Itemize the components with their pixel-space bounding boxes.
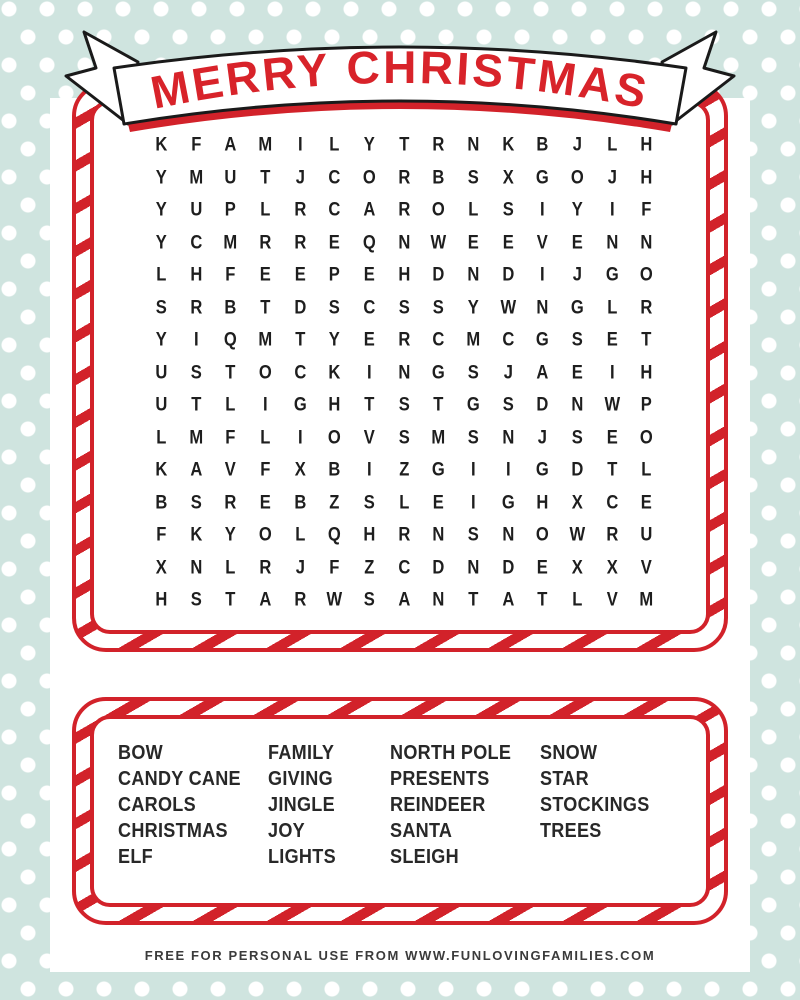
grid-letter: Y [225, 523, 237, 545]
grid-letter: H [536, 490, 549, 513]
grid-letter: U [155, 393, 168, 415]
word-item: SNOW [540, 742, 598, 765]
word-list [118, 741, 696, 871]
grid-letter: F [225, 425, 236, 448]
grid-letter: R [259, 230, 272, 253]
word-item: ELF [118, 846, 153, 869]
grid-letter: J [538, 425, 548, 448]
grid-letter: Y [363, 132, 375, 155]
grid-letter: U [190, 197, 202, 220]
grid-letter: E [502, 230, 514, 253]
grid-letter: N [432, 523, 445, 545]
grid-letter: N [398, 230, 410, 253]
grid-letter: N [467, 555, 480, 578]
grid-letter: S [467, 425, 479, 448]
puzzle-candy-border [72, 82, 728, 652]
grid-letter: K [190, 523, 202, 545]
grid-letter: A [363, 197, 376, 220]
grid-letter: Y [155, 197, 167, 220]
grid-letter: I [609, 360, 615, 383]
grid-letter: A [502, 588, 514, 610]
grid-letter: W [326, 588, 343, 610]
grid-letter: F [156, 523, 167, 545]
grid-letter: M [258, 328, 273, 350]
grid-letter: L [641, 458, 652, 480]
grid-letter: W [500, 295, 516, 318]
word-item: PRESENTS [390, 768, 490, 791]
grid-letter: N [606, 230, 618, 253]
grid-letter: R [398, 165, 410, 188]
grid-letter: I [540, 197, 545, 220]
grid-letter: X [571, 555, 583, 578]
grid-letter: B [328, 458, 341, 480]
grid-letter: S [398, 393, 410, 415]
grid-letter: R [606, 523, 618, 545]
grid-letter: V [363, 425, 375, 448]
grid-letter: T [260, 165, 271, 188]
grid-letter: O [640, 425, 654, 448]
grid-letter: L [572, 588, 583, 610]
grid-letter: V [537, 230, 549, 253]
grid-letter: K [328, 360, 341, 383]
grid-letter: R [398, 197, 410, 220]
grid-letter: G [501, 490, 515, 513]
grid-letter: I [505, 458, 511, 480]
grid-letter: K [155, 458, 168, 480]
grid-letter: D [571, 458, 584, 480]
grid-letter: L [225, 555, 236, 578]
banner [46, 16, 754, 144]
grid-letter: B [294, 490, 306, 513]
grid-letter: D [294, 295, 306, 318]
word-item: TREES [540, 820, 602, 843]
grid-letter: T [364, 393, 375, 415]
grid-letter: G [605, 263, 619, 285]
grid-letter: C [398, 555, 410, 578]
grid-letter: L [294, 523, 306, 545]
grid-letter: V [225, 458, 237, 480]
word-item: SLEIGH [390, 846, 459, 869]
word-item: BOW [118, 742, 163, 765]
word-item: CHRISTMAS [118, 820, 228, 843]
word-item: STAR [540, 768, 589, 791]
word-item: FAMILY [268, 742, 335, 765]
grid-letter: T [225, 588, 236, 610]
grid-letter: E [571, 230, 583, 253]
grid-letter: X [606, 555, 618, 578]
grid-letter: N [502, 523, 514, 545]
grid-letter: Y [571, 197, 583, 220]
grid-letter: Y [155, 165, 167, 188]
banner-ribbon-graphic [46, 16, 754, 144]
grid-letter: F [260, 458, 271, 480]
grid-letter: C [432, 328, 445, 350]
grid-letter: V [606, 588, 618, 610]
grid-letter: G [432, 360, 446, 383]
word-item: GIVING [268, 768, 333, 791]
grid-letter: S [190, 588, 202, 610]
grid-letter: S [155, 295, 167, 318]
word-item: JINGLE [268, 794, 335, 817]
grid-letter: E [329, 230, 341, 253]
grid-letter: B [224, 295, 237, 318]
grid-letter: I [471, 490, 476, 513]
grid-letter: T [606, 458, 618, 480]
grid-letter: S [363, 490, 375, 513]
grid-letter: N [502, 425, 514, 448]
grid-letter: A [190, 458, 202, 480]
grid-letter: H [328, 393, 341, 415]
grid-letter: D [502, 263, 514, 285]
grid-letter: R [294, 197, 306, 220]
grid-letter: R [294, 230, 306, 253]
word-list-column [268, 741, 390, 871]
grid-letter: T [537, 588, 548, 610]
grid-letter: Q [328, 523, 342, 545]
grid-letter: H [190, 263, 202, 285]
grid-letter: E [606, 328, 618, 350]
grid-letter: E [641, 490, 653, 513]
grid-letter: A [224, 132, 237, 155]
grid-letter: N [467, 263, 480, 285]
word-list-inner-panel [90, 715, 710, 907]
grid-letter: I [263, 393, 268, 415]
grid-letter: G [570, 295, 584, 318]
grid-letter: W [604, 393, 620, 415]
grid-letter: S [502, 197, 514, 220]
grid-letter: E [294, 263, 306, 285]
word-list-column [118, 741, 268, 871]
grid-letter: X [294, 458, 306, 480]
grid-letter: A [259, 588, 272, 610]
grid-letter: E [259, 263, 271, 285]
grid-letter: G [293, 393, 307, 415]
grid-letter: F [329, 555, 340, 578]
grid-letter: Z [329, 490, 340, 513]
grid-letter: S [433, 295, 445, 318]
grid-letter: O [258, 523, 272, 545]
grid-letter: I [540, 263, 545, 285]
grid-letter: L [260, 197, 271, 220]
grid-letter: S [190, 360, 202, 383]
grid-letter: E [537, 555, 549, 578]
grid-letter: G [536, 328, 550, 350]
grid-letter: X [571, 490, 583, 513]
grid-letter: M [189, 165, 203, 188]
grid-letter: G [536, 458, 550, 480]
grid-letter: D [536, 393, 549, 415]
grid-letter: P [329, 263, 341, 285]
grid-letter: X [502, 165, 514, 188]
grid-letter: A [398, 588, 410, 610]
grid-letter: Y [155, 328, 167, 350]
banner-title: MERRY CHRISTMAS [146, 40, 654, 119]
grid-letter: N [432, 588, 445, 610]
grid-letter: P [225, 197, 237, 220]
grid-letter: E [467, 230, 479, 253]
grid-letter: T [468, 588, 479, 610]
grid-letter: C [363, 295, 376, 318]
grid-letter: T [398, 132, 410, 155]
grid-letter: U [224, 165, 237, 188]
grid-letter: L [225, 393, 236, 415]
grid-letter: I [193, 328, 199, 350]
grid-letter: L [468, 197, 479, 220]
grid-letter: D [432, 263, 445, 285]
grid-letter: H [640, 360, 653, 383]
grid-letter: E [363, 263, 375, 285]
grid-letter: S [398, 295, 410, 318]
grid-letter: S [363, 588, 375, 610]
grid-letter: J [295, 555, 305, 578]
grid-letter: J [607, 165, 617, 188]
word-item: LIGHTS [268, 846, 336, 869]
grid-letter: E [606, 425, 618, 448]
grid-letter: S [398, 425, 410, 448]
word-item: SANTA [390, 820, 453, 843]
grid-letter: O [362, 165, 376, 188]
grid-letter: C [502, 328, 514, 350]
grid-letter: I [297, 425, 303, 448]
grid-letter: E [363, 328, 375, 350]
grid-letter: N [640, 230, 653, 253]
grid-letter: G [536, 165, 550, 188]
grid-letter: Y [467, 295, 479, 318]
grid-letter: K [155, 132, 168, 155]
grid-letter: U [640, 523, 653, 545]
word-item: CANDY CANE [118, 768, 241, 791]
grid-letter: S [571, 328, 583, 350]
grid-letter: Y [329, 328, 341, 350]
grid-letter: T [433, 393, 444, 415]
grid-letter: R [398, 523, 410, 545]
grid-letter: R [259, 555, 272, 578]
grid-letter: S [467, 360, 479, 383]
grid-letter: O [536, 523, 550, 545]
grid-letter: W [569, 523, 586, 545]
grid-letter: F [225, 263, 236, 285]
grid-letter: O [432, 197, 446, 220]
grid-letter: Q [362, 230, 376, 253]
word-item: CAROLS [118, 794, 196, 817]
grid-letter: P [641, 393, 653, 415]
grid-letter: L [329, 132, 340, 155]
grid-letter: S [190, 490, 202, 513]
grid-letter: I [367, 360, 372, 383]
word-list-candy-border [72, 697, 728, 925]
word-item: NORTH POLE [390, 742, 512, 765]
grid-letter: X [155, 555, 167, 578]
grid-letter: M [466, 328, 481, 350]
grid-letter: S [329, 295, 341, 318]
grid-letter: R [432, 132, 445, 155]
grid-letter: J [572, 263, 582, 285]
grid-letter: T [641, 328, 652, 350]
grid-letter: V [641, 555, 653, 578]
grid-letter: R [224, 490, 237, 513]
grid-letter: M [431, 425, 446, 448]
grid-letter: T [225, 360, 236, 383]
puzzle-inner-panel [90, 100, 710, 634]
grid-letter: C [190, 230, 202, 253]
grid-letter: E [571, 360, 583, 383]
grid-letter: W [430, 230, 447, 253]
grid-letter: C [294, 360, 306, 383]
grid-letter: N [467, 132, 480, 155]
grid-letter: O [570, 165, 584, 188]
grid-letter: H [363, 523, 376, 545]
grid-letter: H [155, 588, 168, 610]
grid-letter: S [571, 425, 583, 448]
grid-letter: J [572, 132, 582, 155]
grid-letter: L [260, 425, 271, 448]
grid-letter: Q [224, 328, 238, 350]
grid-letter: T [294, 328, 306, 350]
grid-letter: B [155, 490, 168, 513]
grid-letter: M [189, 425, 203, 448]
grid-letter: E [259, 490, 271, 513]
grid-letter: T [190, 393, 202, 415]
grid-letter: R [190, 295, 202, 318]
grid-letter: N [536, 295, 549, 318]
grid-letter: Y [155, 230, 167, 253]
grid-letter: N [398, 360, 410, 383]
grid-letter: M [258, 132, 273, 155]
grid-letter: U [155, 360, 168, 383]
grid-letter: H [640, 132, 653, 155]
grid-letter: K [502, 132, 514, 155]
grid-letter: L [606, 295, 618, 318]
word-search-grid [144, 128, 664, 616]
grid-letter: F [641, 197, 652, 220]
grid-letter: Z [398, 458, 410, 480]
grid-letter: J [503, 360, 513, 383]
grid-letter: B [432, 165, 445, 188]
grid-letter: S [467, 523, 479, 545]
grid-letter: L [398, 490, 410, 513]
grid-letter: L [606, 132, 618, 155]
grid-letter: I [471, 458, 476, 480]
grid-letter: N [190, 555, 202, 578]
grid-letter: O [640, 263, 654, 285]
grid-letter: G [432, 458, 446, 480]
grid-letter: C [606, 490, 618, 513]
grid-letter: N [571, 393, 584, 415]
grid-letter: C [328, 165, 341, 188]
grid-letter: I [609, 197, 615, 220]
grid-letter: R [398, 328, 410, 350]
word-item: JOY [268, 820, 305, 843]
grid-letter: E [433, 490, 445, 513]
grid-letter: O [328, 425, 342, 448]
grid-letter: M [223, 230, 238, 253]
grid-letter: D [502, 555, 514, 578]
grid-letter: S [502, 393, 514, 415]
grid-letter: A [536, 360, 549, 383]
grid-letter: C [328, 197, 341, 220]
grid-letter: M [639, 588, 654, 610]
grid-letter: Z [364, 555, 375, 578]
grid-letter: L [156, 425, 167, 448]
grid-letter: J [295, 165, 305, 188]
grid-letter: I [297, 132, 303, 155]
word-item: REINDEER [390, 794, 486, 817]
grid-letter: L [156, 263, 167, 285]
grid-letter: O [258, 360, 272, 383]
word-list-column [540, 741, 696, 871]
grid-letter: S [467, 165, 479, 188]
grid-letter: H [640, 165, 653, 188]
word-item: STOCKINGS [540, 794, 650, 817]
grid-letter: I [367, 458, 372, 480]
grid-letter: H [398, 263, 410, 285]
grid-letter: R [294, 588, 306, 610]
grid-letter: G [466, 393, 480, 415]
footer-text: FREE FOR PERSONAL USE FROM WWW.FUNLOVINGFAMILIES.COM [144, 948, 656, 963]
grid-letter: R [640, 295, 653, 318]
grid-letter: F [190, 132, 202, 155]
grid-letter: D [432, 555, 445, 578]
grid-letter: T [260, 295, 271, 318]
word-list-column [390, 741, 540, 871]
grid-letter: B [536, 132, 549, 155]
